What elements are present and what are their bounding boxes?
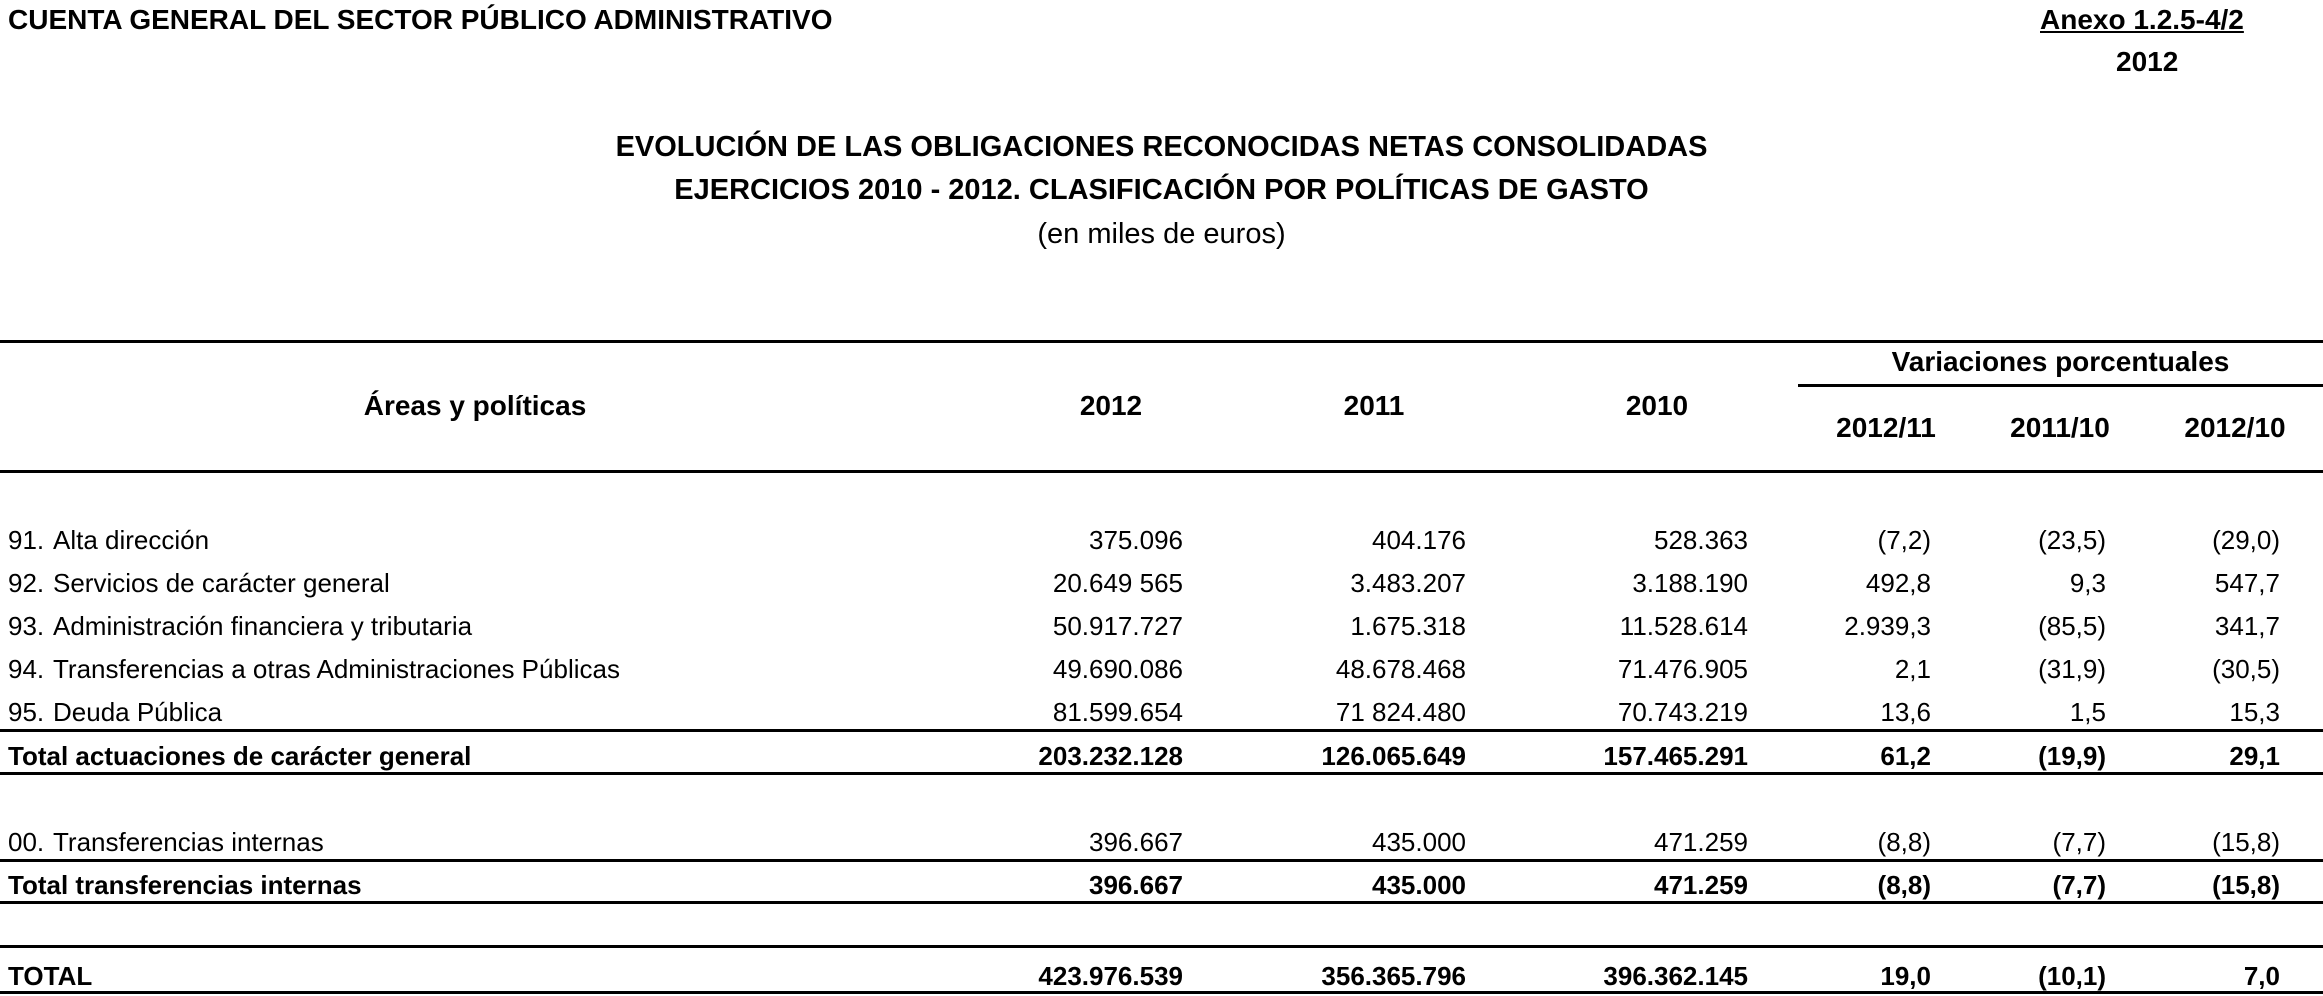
total-var-2011-10: (19,9) — [2038, 741, 2106, 771]
subtotal-row-internal — [0, 870, 2323, 904]
var-2012-11: 492,8 — [1865, 568, 1931, 598]
table-row — [0, 827, 2323, 861]
grand-total-2012: 423.976.539 — [1038, 961, 1183, 991]
header-2012: 2012 — [1079, 390, 1143, 421]
policy-name: Alta dirección — [53, 525, 210, 555]
grand-total-var-2011-10: (10,1) — [2038, 961, 2106, 991]
total-2010: 471.259 — [1654, 870, 1748, 900]
value-2011: 435.000 — [1372, 827, 1466, 857]
total-var-2012-11: (8,8) — [1877, 870, 1931, 900]
policy-code: 92. — [8, 568, 45, 598]
grand-total-top-rule — [0, 945, 2323, 948]
total-var-2012-10: (15,8) — [2212, 870, 2280, 900]
value-2010: 471.259 — [1654, 827, 1748, 857]
policy-name: Administración financiera y tributaria — [53, 611, 473, 641]
var-2012-11: (7,2) — [1877, 525, 1931, 555]
var-2012-11: 13,6 — [1880, 697, 1931, 727]
value-2012: 49.690.086 — [1052, 654, 1183, 684]
header-var-2012-10: 2012/10 — [2184, 412, 2286, 443]
policy-code: 91. — [8, 525, 45, 555]
value-2012: 396.667 — [1089, 827, 1183, 857]
value-2011: 3.483.207 — [1350, 568, 1466, 598]
header-var-2012-11: 2012/11 — [1836, 412, 1936, 443]
report-units: (en miles de euros) — [1037, 218, 1286, 250]
header-variations: Variaciones porcentuales — [1891, 346, 2230, 377]
policy-code: 93. — [8, 611, 45, 641]
table-bottom-rule — [0, 991, 2323, 994]
value-2012: 375.096 — [1089, 525, 1183, 555]
var-2011-10: (23,5) — [2038, 525, 2106, 555]
header-areas: Áreas y políticas — [363, 390, 587, 421]
total-label: Total actuaciones de carácter general — [8, 741, 472, 771]
value-2010: 11.528.614 — [1619, 611, 1748, 641]
grand-total-2010: 396.362.145 — [1603, 961, 1748, 991]
total-var-2012-10: 29,1 — [2229, 741, 2280, 771]
annex-label: Anexo 1.2.5-4/2 — [2040, 4, 2244, 35]
subtotal-row-general — [0, 741, 2323, 775]
var-2012-10: (15,8) — [2212, 827, 2280, 857]
header-bottom-rule — [0, 470, 2323, 473]
subtotal2-top-rule — [0, 859, 2323, 862]
table-top-rule — [0, 340, 2323, 343]
organization-title: CUENTA GENERAL DEL SECTOR PÚBLICO ADMINISTRATIVO — [8, 4, 833, 35]
policy-code: 00. — [8, 827, 45, 857]
var-2011-10: 9,3 — [2069, 568, 2106, 598]
var-2012-10: 15,3 — [2229, 697, 2280, 727]
table-row — [0, 654, 2323, 688]
var-2012-11: 2,1 — [1894, 654, 1931, 684]
total-2012: 396.667 — [1089, 870, 1183, 900]
report-title: EVOLUCIÓN DE LAS OBLIGACIONES RECONOCIDAS NETAS CONSOLIDADAS — [615, 131, 1708, 163]
var-2012-11: 2.939,3 — [1844, 611, 1931, 641]
total-var-2012-11: 61,2 — [1880, 741, 1931, 771]
value-2011: 71 824.480 — [1335, 697, 1466, 727]
total-2012: 203.232.128 — [1038, 741, 1183, 771]
grand-total-var-2012-10: 7,0 — [2243, 961, 2280, 991]
var-2011-10: 1,5 — [2069, 697, 2106, 727]
value-2011: 404.176 — [1372, 525, 1466, 555]
value-2011: 1.675.318 — [1350, 611, 1466, 641]
total-2011: 126.065.649 — [1321, 741, 1466, 771]
value-2010: 3.188.190 — [1632, 568, 1748, 598]
table-row — [0, 568, 2323, 602]
subtotal2-bottom-rule — [0, 901, 2323, 904]
total-var-2011-10: (7,7) — [2052, 870, 2106, 900]
var-2012-10: (30,5) — [2212, 654, 2280, 684]
subtotal-bottom-rule — [0, 772, 2323, 775]
subtotal-top-rule — [0, 729, 2323, 732]
header-2010: 2010 — [1625, 390, 1689, 421]
total-label: Total transferencias internas — [8, 870, 362, 900]
value-2010: 71.476.905 — [1617, 654, 1748, 684]
policy-name: Transferencias internas — [53, 827, 324, 857]
policy-code: 94. — [8, 654, 45, 684]
table-row — [0, 697, 2323, 731]
var-2011-10: (7,7) — [2052, 827, 2106, 857]
policy-code: 95. — [8, 697, 45, 727]
header-var-2011-10: 2011/10 — [2010, 412, 2110, 443]
total-2010: 157.465.291 — [1603, 741, 1748, 771]
grand-total-label: TOTAL — [8, 961, 93, 991]
policy-name: Deuda Pública — [53, 697, 223, 727]
header-2011: 2011 — [1343, 390, 1405, 421]
value-2012: 50.917.727 — [1052, 611, 1183, 641]
table-row — [0, 611, 2323, 645]
var-2011-10: (85,5) — [2038, 611, 2106, 641]
var-2012-10: 341,7 — [2214, 611, 2280, 641]
grand-total-2011: 356.365.796 — [1321, 961, 1466, 991]
value-2010: 70.743.219 — [1617, 697, 1748, 727]
grand-total-row — [0, 961, 2323, 995]
annex-year: 2012 — [2116, 46, 2179, 77]
report-subtitle: EJERCICIOS 2010 - 2012. CLASIFICACIÓN POR POLÍTICAS DE GASTO — [674, 174, 1649, 206]
grand-total-var-2012-11: 19,0 — [1880, 961, 1931, 991]
var-2012-10: 547,7 — [2214, 568, 2280, 598]
variations-header-rule — [1798, 384, 2323, 387]
total-2011: 435.000 — [1372, 870, 1466, 900]
var-2012-10: (29,0) — [2212, 525, 2280, 555]
value-2010: 528.363 — [1654, 525, 1748, 555]
policy-name: Transferencias a otras Administraciones Públicas — [53, 654, 620, 684]
value-2012: 20.649 565 — [1052, 568, 1183, 598]
table-row — [0, 525, 2323, 559]
var-2012-11: (8,8) — [1877, 827, 1931, 857]
value-2011: 48.678.468 — [1335, 654, 1466, 684]
var-2011-10: (31,9) — [2038, 654, 2106, 684]
policy-name: Servicios de carácter general — [53, 568, 390, 598]
value-2012: 81.599.654 — [1052, 697, 1183, 727]
